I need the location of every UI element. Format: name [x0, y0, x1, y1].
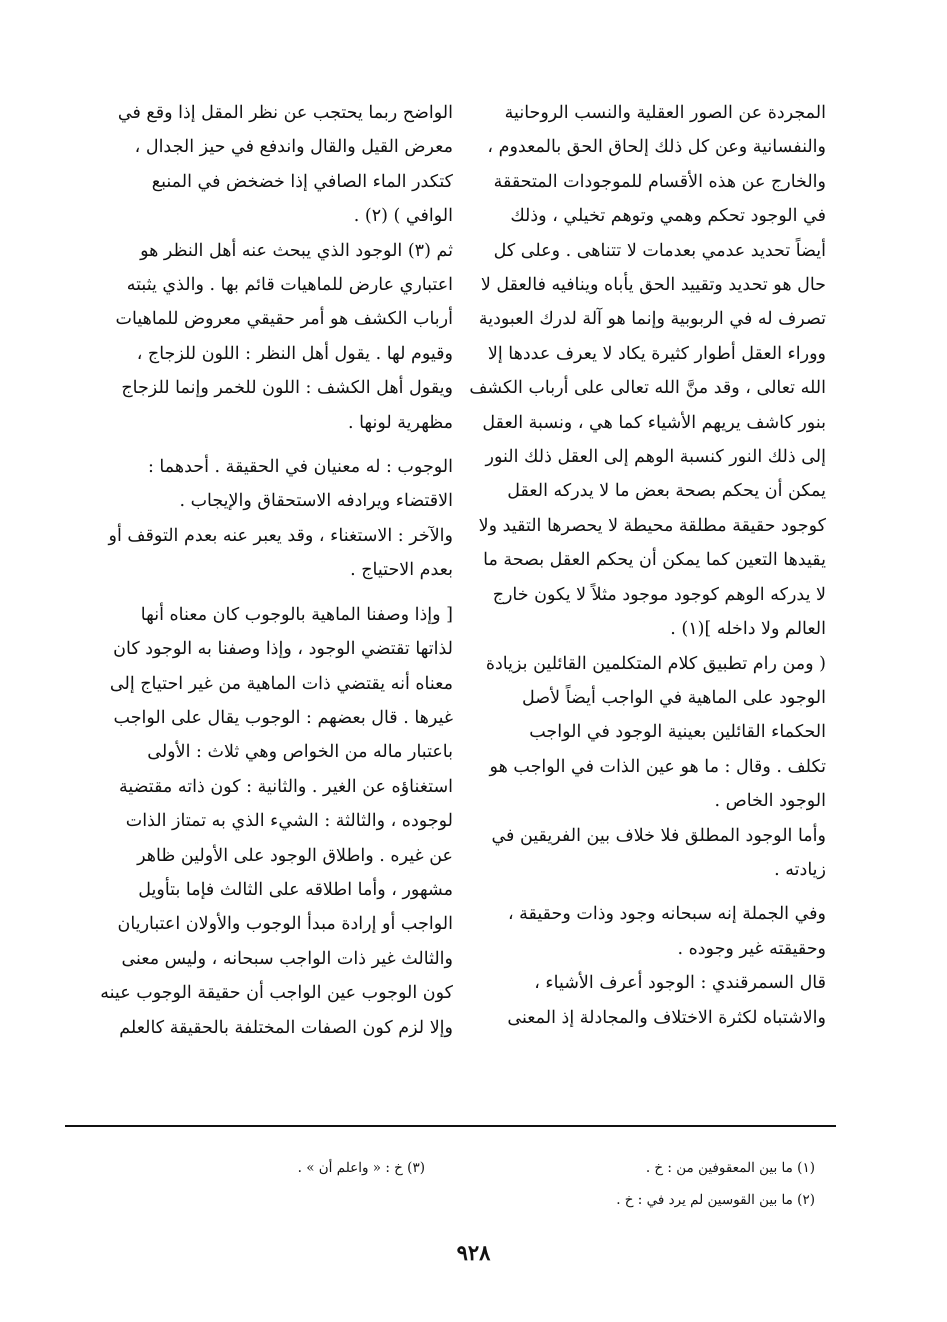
paragraph: المجردة عن الصور العقلية والنسب الروحانية والنفسانية وعن كل ذلك إلحاق الحق بالمعدوم ، والخارج عن هذه الأقسام للموجودات المتحققة في الوجود تحكم وهمي وتوهم تخيلي ، وذلك أيضاً تحديد عدمي بعدمات لا تتناهى . وعلى كل حال هو تحديد وتقييد الحق يأباه وينافيه فالعقل لا تصرف له في الربوبية وإنما هو آلة لدرك العبودية ووراء العقل أطوار كثيرة يكاد لا يعرف عددها إلا الله تعالى ، وقد منَّ الله تعالى على أرباب الكشف بنور كاشف يريهم الأشياء كما هي ، ونسبة العقل إلى ذلك النور كنسبة الوهم إلى العقل ذلك النور يمكن أن يحكم بصحة بعض ما لا يدركه العقل كوجود حقيقة مطلقة محيطة لا يحصرها التقيد ولا يقيدها التعين كما يمكن أن يحكم العقل بصحة ما لا يدركه الوهم كوجود موجود مثلاً لا يكون خارج العالم ولا داخله ](١) .: [469, 103, 826, 640]
paragraph: وأما الوجود المطلق فلا خلاف بين الفريقين في زيادته .: [491, 825, 826, 880]
paragraph: الواضح ربما يحتجب عن نظر المقل إذا وقع في معرض القيل والقال واندفع في حيز الجدال ، كتكدر الماء الصافي إذا خضخض في المنبع الوافي ) (٢) .: [117, 103, 453, 227]
paragraph: والآخر : الاستغناء ، وقد يعبر عنه بعدم التوقف أو بعدم الاحتياج .: [108, 525, 453, 581]
paragraph: [ وإذا وصفنا الماهية بالوجوب كان معناه أنها لذاتها تقتضي الوجود ، وإذا وصفنا به الوجود كان معناه أنه يقتضي ذات الماهية من غير احتياج إلى غيرها . قال بعضهم : الوجوب يقال على الواجب باعتبار ماله من الخواص وهي ثلاث : الأولى استغناؤه عن الغير . والثانية : كون ذاته مقتضية لوجوده ، والثالثة : الشيء الذي به تمتاز الذات عن غيره . واطلاق الوجود على الأولين ظاهر مشهور ، وأما اطلاقه على الثالث فإما بتأويل الواجب أو إرادة مبدأ الوجوب والأولان اعتباريان والثالث غير ذات الواجب سبحانه ، وليس معنى كون الوجوب عين الواجب أن حقيقة الوجوب عينه وإلا لزم كون الصفات المختلفة بالحقيقة كالعلم: [100, 604, 453, 1038]
footnote-3: (٣) خ : « واعلم أن » .: [297, 1160, 425, 1176]
paragraph: وفي الجملة إنه سبحانه وجود وذات وحقيقة ، وحقيقته غير وجوده .: [507, 904, 826, 959]
right-text-column: [466, 96, 826, 1035]
paragraph: الوجوب : له معنيان في الحقيقة . أحدهما : الاقتضاء ويرادفه الاستحقاق والإيجاب .: [147, 457, 453, 512]
paragraph: ثم (٣) الوجود الذي يبحث عنه أهل النظر هو اعتباري عارض للماهيات قائم بها . والذي يثبته أرباب الكشف هو أمر حقيقي معروض للماهيات وقيوم لها . يقول أهل النظر : اللون للزجاج ، ويقول أهل الكشف : اللون للخمر وإنما للزجاج مظهرية لونها .: [115, 240, 453, 433]
footnote-1: (١) ما بين المعقوفين من : خ .: [645, 1160, 815, 1176]
paragraph: قال السمرقندي : الوجود أعرف الأشياء ، والاشتباه لكثرة الاختلاف والمجادلة إذ المعنى: [507, 973, 826, 1028]
paragraph: ( ومن رام تطبيق كلام المتكلمين القائلين بزيادة الوجود على الماهية في الواجب أيضاً لأصل الحكماء القائلين بعينية الوجود في الواجب تكلف . وقال : ما هو عين الذات في الواجب هو الوجود الخاص .: [485, 653, 826, 812]
footnote-separator: [65, 1125, 836, 1127]
footnote-2: (٢) ما بين القوسين لم يرد في : خ .: [616, 1192, 815, 1208]
page-number: ٩٢٨: [456, 1240, 491, 1265]
left-text-column: [75, 96, 453, 1045]
